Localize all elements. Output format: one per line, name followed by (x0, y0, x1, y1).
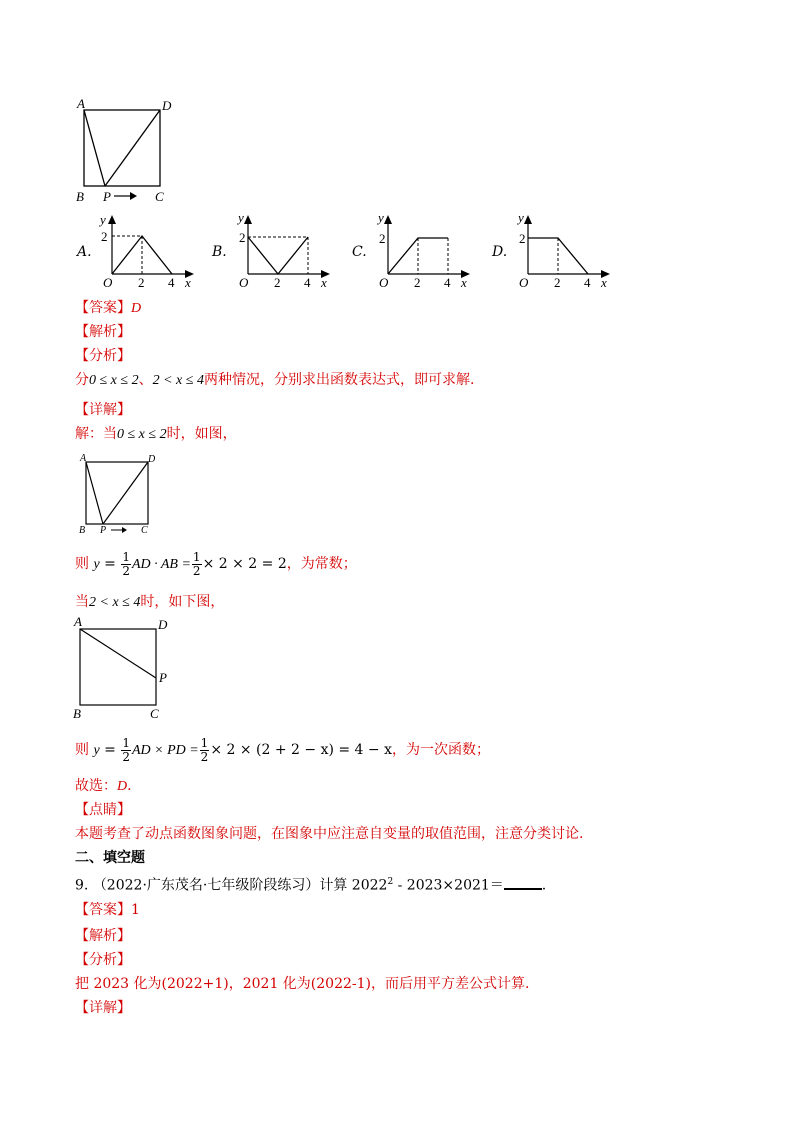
expr: × 2 × 2 = 2 (202, 556, 287, 572)
denominator: 2 (122, 749, 130, 764)
axis-y-label: y (100, 212, 106, 227)
tick-x-4: 4 (168, 275, 175, 290)
answer-value: 1 (131, 902, 140, 918)
range-2: 2 < x ≤ 4 (152, 373, 204, 388)
numerator: 1 (122, 549, 130, 564)
fraction-half (200, 737, 210, 764)
q8-choose (75, 776, 132, 797)
text: 解：当 (75, 426, 117, 442)
answer-tag: 【答案】 (75, 300, 131, 316)
text: 故选： (75, 778, 117, 794)
axis-x-label: x (601, 275, 607, 290)
label-b: B (79, 525, 86, 534)
q8-sol1 (75, 424, 237, 445)
option-d-label: D. (492, 244, 508, 260)
tick-x-2: 2 (414, 275, 421, 290)
q8-eq1 (75, 550, 357, 579)
tick-y-2: 2 (101, 229, 108, 244)
tick-x-4: 4 (304, 275, 311, 290)
label-d: D (162, 98, 172, 113)
q9-fenxi: 【分析】 (75, 952, 131, 968)
section-title: 二、填空题 (75, 850, 145, 866)
label-c: C (150, 706, 159, 720)
tick-y-2: 2 (239, 230, 246, 245)
choice: D (117, 779, 128, 794)
origin-label: O (239, 275, 249, 290)
axis-y-label: y (238, 210, 244, 225)
expr: × 2 × (2 + 2 − x) = 4 − x (210, 742, 392, 758)
range-1: 0 ≤ x ≤ 2 (89, 373, 139, 388)
option-c-label: C. (352, 244, 367, 260)
numerator: 1 (200, 735, 209, 750)
text: . (541, 877, 547, 894)
axis-x-label: x (321, 275, 327, 290)
q9-answer (75, 900, 140, 920)
q8-xiangjie: 【详解】 (75, 402, 131, 418)
fraction-half (121, 737, 131, 764)
label-p: P (103, 189, 111, 204)
denominator: 2 (122, 563, 130, 578)
q8-fenxi: 【分析】 (75, 348, 131, 364)
axis-y-label: y (378, 210, 384, 225)
option-c-graph (368, 210, 476, 290)
q8-dianjing: 【点睛】 (75, 802, 131, 818)
text: 则 (75, 742, 94, 758)
tick-x-4: 4 (444, 275, 451, 290)
q8-comment: 本题考查了动点函数图象问题，在图象中应注意自变量的取值范围，注意分类讨论. (75, 826, 584, 842)
q8-sol2 (75, 592, 224, 613)
answer-tag: 【答案】 (75, 902, 131, 918)
q9-question (75, 872, 546, 896)
answer-value: D (131, 301, 142, 316)
expr: AD × PD = (131, 743, 199, 758)
base: 2022 (351, 877, 388, 894)
expr: AD · AB = (131, 557, 191, 572)
var-y: y (93, 557, 100, 572)
equals: = (99, 742, 121, 758)
label-a: A (80, 453, 87, 464)
label-d: D (158, 617, 168, 632)
q9-jiexi: 【解析】 (75, 928, 131, 944)
text: 当 (75, 594, 89, 610)
numerator: 1 (192, 549, 201, 564)
tick-x-4: 4 (584, 275, 591, 290)
label-c: C (141, 525, 148, 534)
text: 分 (75, 372, 89, 388)
denominator: 2 (200, 749, 209, 764)
axis-x-label: x (461, 275, 467, 290)
range: 0 ≤ x ≤ 2 (117, 427, 167, 442)
label-p: P (100, 525, 107, 534)
expr: - 2023×2021＝ (393, 877, 504, 894)
label-p: P (159, 670, 167, 685)
option-b-label: B. (212, 244, 227, 260)
tick-y-2: 2 (519, 231, 526, 246)
answer-blank[interactable] (504, 874, 542, 890)
q8-jiexi: 【解析】 (75, 324, 131, 340)
q8-fenxi-text (75, 370, 474, 391)
text: . (127, 778, 132, 794)
label-d: D (148, 454, 156, 465)
question-number: 9. (75, 877, 89, 894)
origin-label: O (103, 275, 113, 290)
label-a: A (77, 96, 85, 111)
option-a-label: A. (77, 244, 92, 260)
label-a: A (74, 614, 82, 629)
label-c: C (155, 189, 164, 204)
text: 、 (138, 372, 153, 388)
tick-y-2: 2 (379, 231, 386, 246)
q8-answer (75, 298, 141, 319)
axis-y-label: y (518, 210, 524, 225)
q9-xiangjie: 【详解】 (75, 1000, 131, 1016)
numerator: 1 (122, 735, 130, 750)
label-b: B (76, 189, 84, 204)
option-d-graph (508, 210, 616, 290)
var-y: y (93, 743, 100, 758)
equals: = (99, 556, 121, 572)
denominator: 2 (192, 563, 201, 578)
tick-x-2: 2 (274, 275, 281, 290)
option-a-graph (92, 212, 200, 290)
q9-fenxi-text: 把 2023 化为(2022+1)，2021 化为(2022-1)，而后用平方差公式计算. (75, 976, 530, 992)
axis-x-label: x (185, 275, 191, 290)
option-b-graph (228, 210, 336, 290)
text: 则 (75, 556, 94, 572)
label-b: B (73, 706, 81, 720)
q8-eq2 (75, 736, 490, 765)
text: ，为一次函数； (392, 742, 490, 758)
range: 2 < x ≤ 4 (89, 595, 141, 610)
text: 时，如图， (166, 426, 237, 442)
text: ，为常数； (286, 556, 357, 572)
origin-label: O (519, 275, 529, 290)
tick-x-2: 2 (554, 275, 561, 290)
question-source: （2022·广东茂名·七年级阶段练习）计算 (92, 877, 352, 894)
fraction-half (192, 551, 202, 578)
figure-square-3 (70, 612, 176, 720)
origin-label: O (379, 275, 389, 290)
figure-square-1 (70, 96, 185, 208)
fraction-half (121, 551, 131, 578)
text: 时，如下图， (140, 594, 225, 610)
text: 两种情况，分别求出函数表达式，即可求解. (203, 372, 475, 388)
exponent: 2 (387, 877, 394, 887)
tick-x-2: 2 (138, 275, 145, 290)
figure-square-2 (74, 450, 160, 534)
